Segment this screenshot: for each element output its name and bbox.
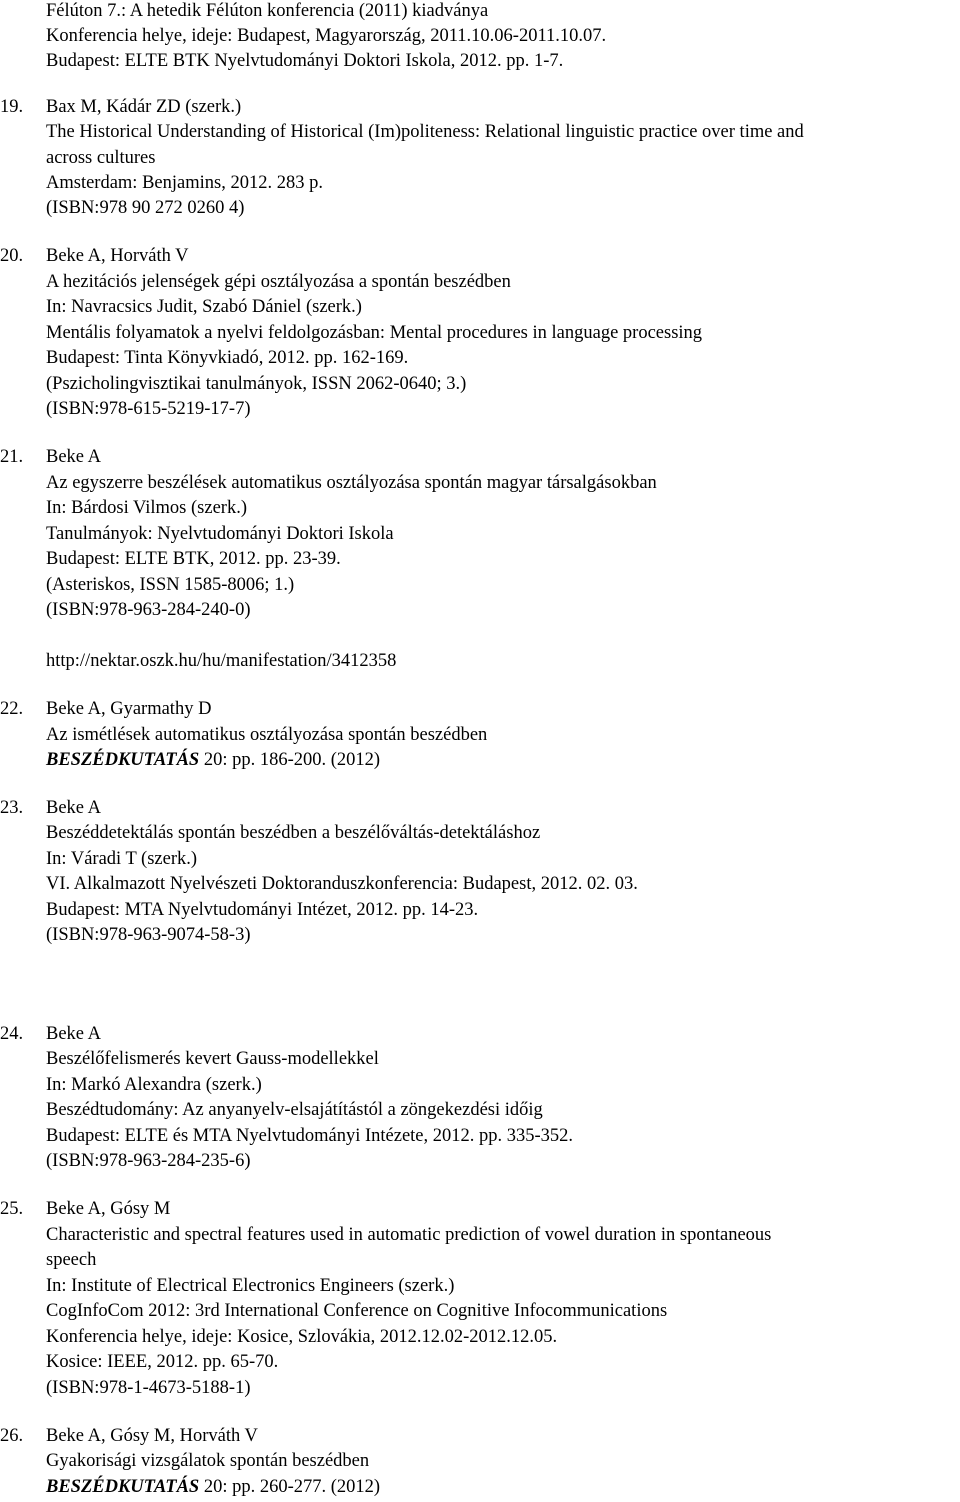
continuation-line: Budapest: ELTE BTK Nyelvtudományi Doktori Iskola, 2012. pp. 1-7. [46,51,564,71]
journal-name: BESZÉDKUTATÁS [46,750,200,770]
entry-authors: Bax M, Kádár ZD (szerk.) [46,97,242,117]
entry-authors: Beke A, Gyarmathy D [46,699,212,719]
entry-line: (ISBN:978-963-9074-58-3) [46,925,251,945]
continuation-line: Félúton 7.: A hetedik Félúton konferencia (2011) kiadványa [46,1,489,21]
entry-line: Mentális folyamatok a nyelvi feldolgozásban: Mental procedures in language processing [46,323,703,343]
entry-line: Az egyszerre beszélések automatikus osztályozása spontán magyar társalgásokban [46,473,657,493]
entry-line: In: Váradi T (szerk.) [46,849,198,869]
continuation-line: Konferencia helye, ideje: Budapest, Magyarország, 2011.10.06-2011.10.07. [46,26,607,46]
entry-number: 22. [0,699,24,719]
entry-authors: Beke A [46,798,101,818]
entry-line: VI. Alkalmazott Nyelvészeti Doktoranduszkonferencia: Budapest, 2012. 02. 03. [46,874,638,894]
entry-number: 19. [0,97,24,117]
entry-authors: Beke A, Horváth V [46,246,189,266]
entry-line: In: Bárdosi Vilmos (szerk.) [46,498,247,518]
entry-line: Characteristic and spectral features used in automatic prediction of vowel duration in spontaneous [46,1225,772,1245]
entry-line: across cultures [46,148,156,168]
entry-authors: Beke A, Gósy M [46,1199,171,1219]
entry-line: Budapest: Tinta Könyvkiadó, 2012. pp. 162-169. [46,348,409,368]
entry-line: speech [46,1250,97,1270]
entry-line: (ISBN:978-963-284-240-0) [46,600,251,620]
journal-details: 20: pp. 186-200. (2012) [199,750,381,770]
entry-line: Beszéddetektálás spontán beszédben a beszélőváltás-detektáláshoz [46,823,541,843]
entry-line: The Historical Understanding of Historical (Im)politeness: Relational linguistic practice over time and [46,122,804,142]
entry-line: Gyakorisági vizsgálatok spontán beszédben [46,1451,370,1471]
entry-line: (ISBN:978-615-5219-17-7) [46,399,251,419]
entry-line: Budapest: ELTE BTK, 2012. pp. 23-39. [46,549,341,569]
entry-line: (Asteriskos, ISSN 1585-8006; 1.) [46,575,295,595]
entry-line: Konferencia helye, ideje: Kosice, Szlovákia, 2012.12.02-2012.12.05. [46,1327,558,1347]
entry-number: 21. [0,447,24,467]
entry-number: 24. [0,1024,24,1044]
entry-line: Tanulmányok: Nyelvtudományi Doktori Iskola [46,524,394,544]
entry-line: (ISBN:978 90 272 0260 4) [46,198,245,218]
entry-link[interactable]: http://nektar.oszk.hu/hu/manifestation/3412358 [46,651,397,671]
entry-line: In: Institute of Electrical Electronics Engineers (szerk.) [46,1276,455,1296]
entry-authors: Beke A [46,1024,101,1044]
entry-line: In: Navracsics Judit, Szabó Dániel (szerk.) [46,297,362,317]
entry-line: A hezitációs jelenségek gépi osztályozása a spontán beszédben [46,272,511,292]
entry-line: In: Markó Alexandra (szerk.) [46,1075,262,1095]
entry-line: Kosice: IEEE, 2012. pp. 65-70. [46,1352,279,1372]
entry-number: 25. [0,1199,24,1219]
journal-details: 20: pp. 260-277. (2012) [199,1477,381,1497]
entry-authors: Beke A [46,447,101,467]
entry-line: Budapest: MTA Nyelvtudományi Intézet, 2012. pp. 14-23. [46,900,479,920]
entry-journal-line [46,1476,380,1498]
entry-number: 20. [0,246,24,266]
entry-line: Amsterdam: Benjamins, 2012. 283 p. [46,173,323,193]
entry-authors: Beke A, Gósy M, Horváth V [46,1426,258,1446]
journal-name: BESZÉDKUTATÁS [46,1477,200,1497]
entry-number: 23. [0,798,24,818]
entry-line: CogInfoCom 2012: 3rd International Conference on Cognitive Infocommunications [46,1301,668,1321]
entry-line: Az ismétlések automatikus osztályozása spontán beszédben [46,725,488,745]
entry-line: (Pszicholingvisztikai tanulmányok, ISSN 2062-0640; 3.) [46,374,467,394]
entry-line: (ISBN:978-963-284-235-6) [46,1151,251,1171]
entry-line: (ISBN:978-1-4673-5188-1) [46,1378,251,1398]
entry-number: 26. [0,1426,24,1446]
entry-line: Beszédtudomány: Az anyanyelv-elsajátítástól a zöngekezdési időig [46,1100,543,1120]
entry-line: Budapest: ELTE és MTA Nyelvtudományi Intézete, 2012. pp. 335-352. [46,1126,574,1146]
entry-journal-line [46,749,380,771]
entry-line: Beszélőfelismerés kevert Gauss-modellekkel [46,1049,379,1069]
